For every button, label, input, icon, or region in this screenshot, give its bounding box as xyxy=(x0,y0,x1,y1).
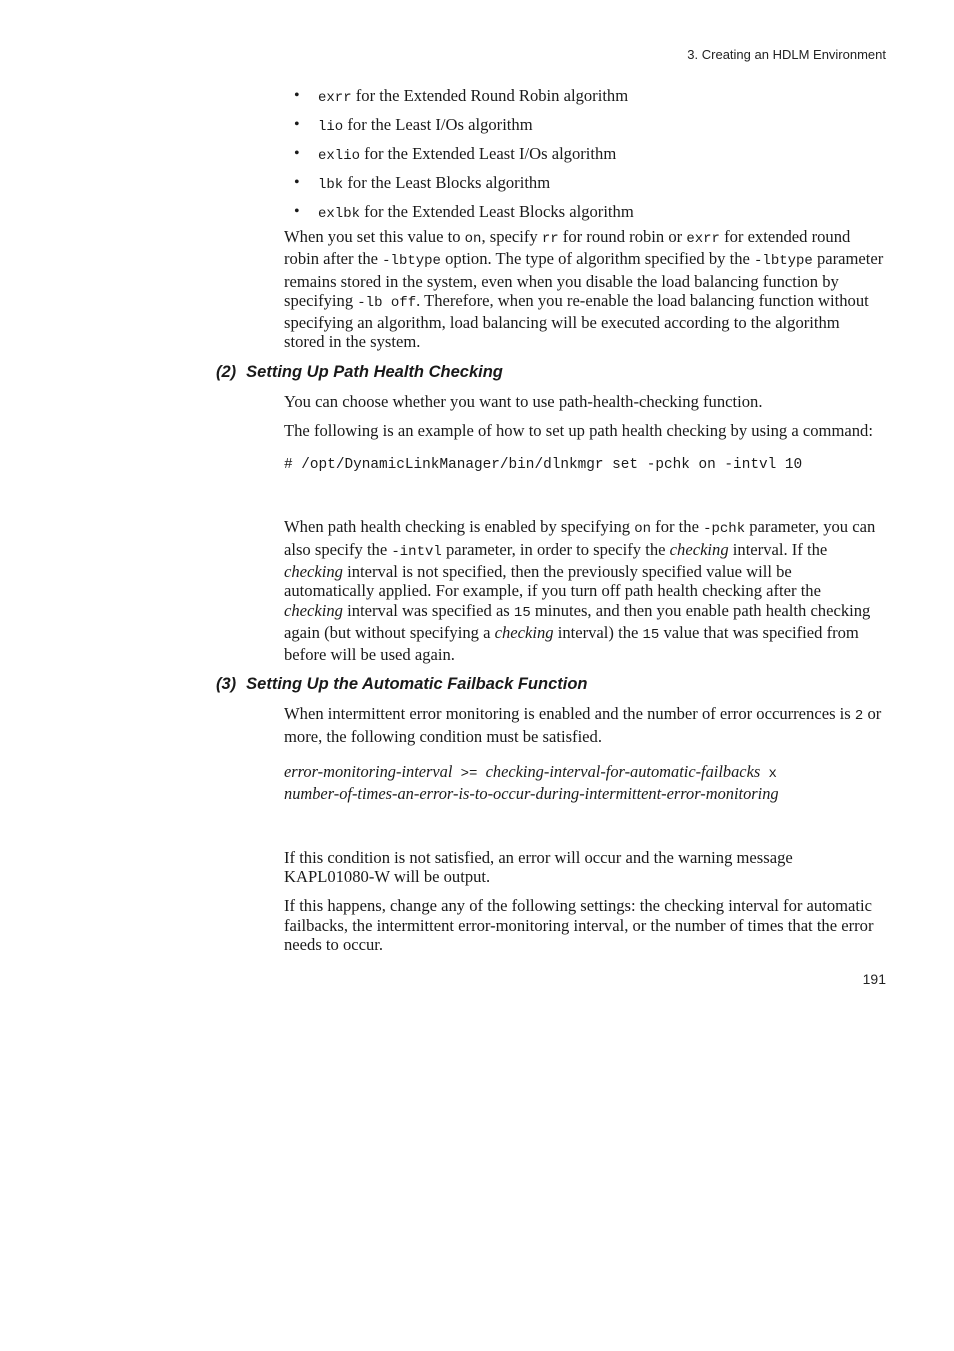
section-title: Setting Up the Automatic Failback Function xyxy=(246,675,588,694)
running-head: 3. Creating an HDLM Environment xyxy=(687,47,886,62)
list-item xyxy=(284,171,884,200)
algorithm-description: for the Least Blocks algorithm xyxy=(343,173,551,192)
algorithm-description: for the Extended Round Robin algorithm xyxy=(351,86,629,105)
bullet-icon: • xyxy=(294,203,300,220)
path-health-intro: You can choose whether you want to use path-health-checking function. xyxy=(284,391,763,411)
algorithm-code: lio xyxy=(318,119,344,135)
algorithm-description: for the Extended Least I/Os algorithm xyxy=(360,144,617,163)
failback-warning-paragraph: If this condition is not satisfied, an error will occur and the warning message KAPL01080-W will be output. xyxy=(284,847,793,886)
list-item xyxy=(284,113,884,142)
section-number: (2) xyxy=(216,362,237,381)
bullet-icon: • xyxy=(294,116,300,133)
algorithm-list xyxy=(284,84,884,229)
section-heading-path-health xyxy=(216,362,884,382)
failback-remedy-paragraph: If this happens, change any of the following settings: the checking interval for automatic failbacks, the intermittent error-monitoring interval, or the number of times that the error needs to occur. xyxy=(284,896,874,954)
command-example: # /opt/DynamicLinkManager/bin/dlnkmgr set -pchk on -intvl 10 xyxy=(284,457,803,474)
bullet-icon: • xyxy=(294,87,300,104)
section-number: (3) xyxy=(216,675,237,694)
list-item xyxy=(284,142,884,171)
algorithm-description: for the Least I/Os algorithm xyxy=(343,115,533,134)
algorithm-code: lbk xyxy=(318,177,344,193)
list-item xyxy=(284,200,884,229)
algorithm-code: exlbk xyxy=(318,206,361,222)
list-item xyxy=(284,84,884,113)
failback-condition-intro: When intermittent error monitoring is enabled and the number of error occurrences is 2 or more, the following condition must be satisfied. xyxy=(284,704,882,746)
algorithm-code: exlio xyxy=(318,148,361,164)
section-title: Setting Up Path Health Checking xyxy=(246,362,503,381)
failback-condition-formula: error-monitoring-interval >= checking-interval-for-automatic-failbacks x number-of-times-an-error-is-to-occur-during-intermittent-error-monitoring xyxy=(284,762,779,804)
algorithm-description: for the Extended Least Blocks algorithm xyxy=(360,202,634,221)
section-heading-automatic-failback xyxy=(216,674,884,694)
algorithm-code: exrr xyxy=(318,90,352,106)
load-balancing-paragraph: When you set this value to on, specify rr for round robin or exrr for extended round robin after the -lbtype option. The type of algorithm specified by the -lbtype parameter remains stored in the system, even when you disable the load balancing function by specifying -lb off. Therefore, when you re-enable the load balancing function without specifying an algorithm, load balancing will be executed according to the algorithm stored in the system. xyxy=(284,227,884,352)
page-number: 191 xyxy=(862,971,886,987)
page-body xyxy=(216,84,884,964)
bullet-icon: • xyxy=(294,174,300,191)
path-health-paragraph: When path health checking is enabled by specifying on for the -pchk parameter, you can also specify the -intvl parameter, in order to specify the checking interval. If the checking interval is not specified, then the previously specified value will be automatically applied. For example, if you turn off path health checking after the checking interval was specified as 15 minutes, and then you enable path health checking again (but without specifying a checking interval) the 15 value that was specified from before will be used again. xyxy=(284,517,876,665)
bullet-icon: • xyxy=(294,145,300,162)
path-health-example-intro: The following is an example of how to set up path health checking by using a command: xyxy=(284,421,873,441)
